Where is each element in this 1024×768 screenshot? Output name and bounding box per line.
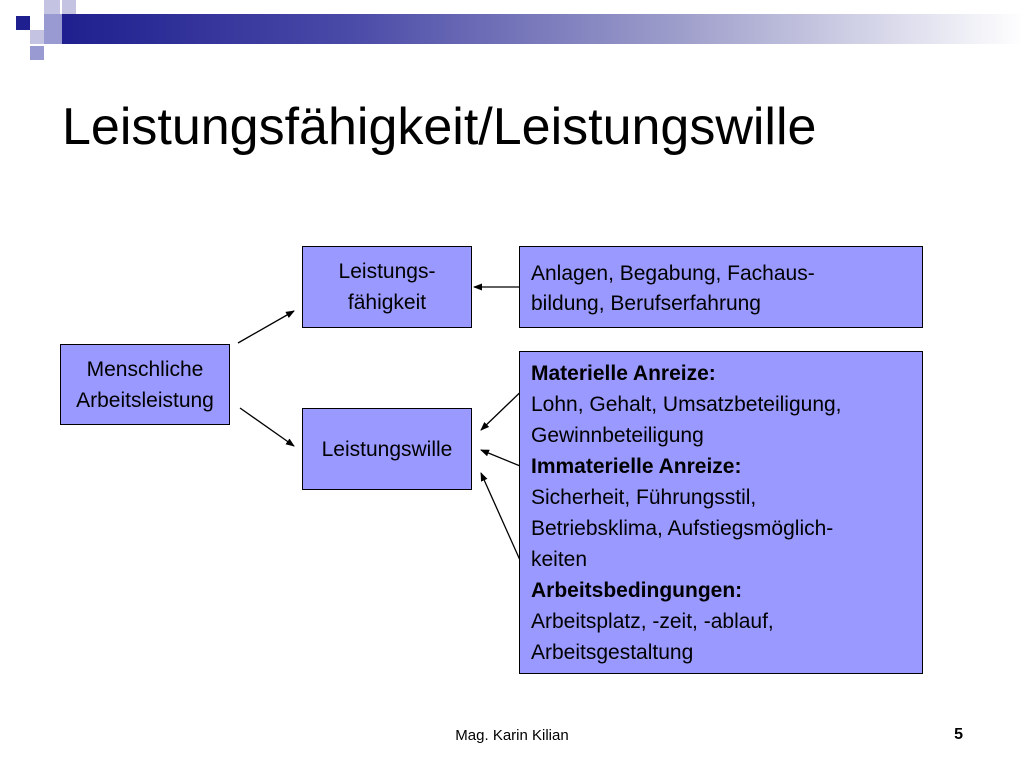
box-text-line: bildung, Berufserfahrung <box>531 292 761 315</box>
box-text-line: Arbeitsleistung <box>76 388 214 412</box>
box-text-line: Betriebsklima, Aufstiegsmöglich- <box>531 517 834 540</box>
box-text-line: keiten <box>531 548 588 571</box>
box-text-line: Gewinnbeteiligung <box>531 424 704 447</box>
box-text-line: Lohn, Gehalt, Umsatzbeteiligung, <box>531 393 842 416</box>
footer-author: Mag. Karin Kilian <box>455 727 569 744</box>
heading-immaterielle-anreize: Immaterielle Anreize: <box>531 455 742 478</box>
box-leistungsfaehigkeit <box>302 246 472 328</box>
box-text-line: Arbeitsplatz, -zeit, -ablauf, <box>531 610 774 633</box>
slide-title: Leistungsfähigkeit/Leistungswille <box>62 98 817 156</box>
box-text-line: Arbeitsgestaltung <box>531 641 694 664</box>
box-text-line: Menschliche <box>86 357 204 381</box>
arrow-to-faehigkeit <box>238 311 294 343</box>
box-text-line: Sicherheit, Führungsstil, <box>531 486 757 509</box>
box-text-line: Leistungs- <box>338 260 436 283</box>
arrow-to-wille <box>240 408 294 446</box>
page-number: 5 <box>954 726 963 743</box>
heading-arbeitsbedingungen: Arbeitsbedingungen: <box>531 579 743 602</box>
box-leistungswille <box>302 408 472 490</box>
box-text-line: fähigkeit <box>347 291 427 314</box>
box-anreize <box>519 351 923 674</box>
box-menschliche-arbeitsleistung <box>60 344 230 425</box>
box-anlagen-begabung <box>519 246 923 328</box>
heading-materielle-anreize: Materielle Anreize: <box>531 362 716 385</box>
box-text-line: Anlagen, Begabung, Fachaus- <box>531 262 815 285</box>
box-text-line: Leistungswille <box>321 437 453 461</box>
